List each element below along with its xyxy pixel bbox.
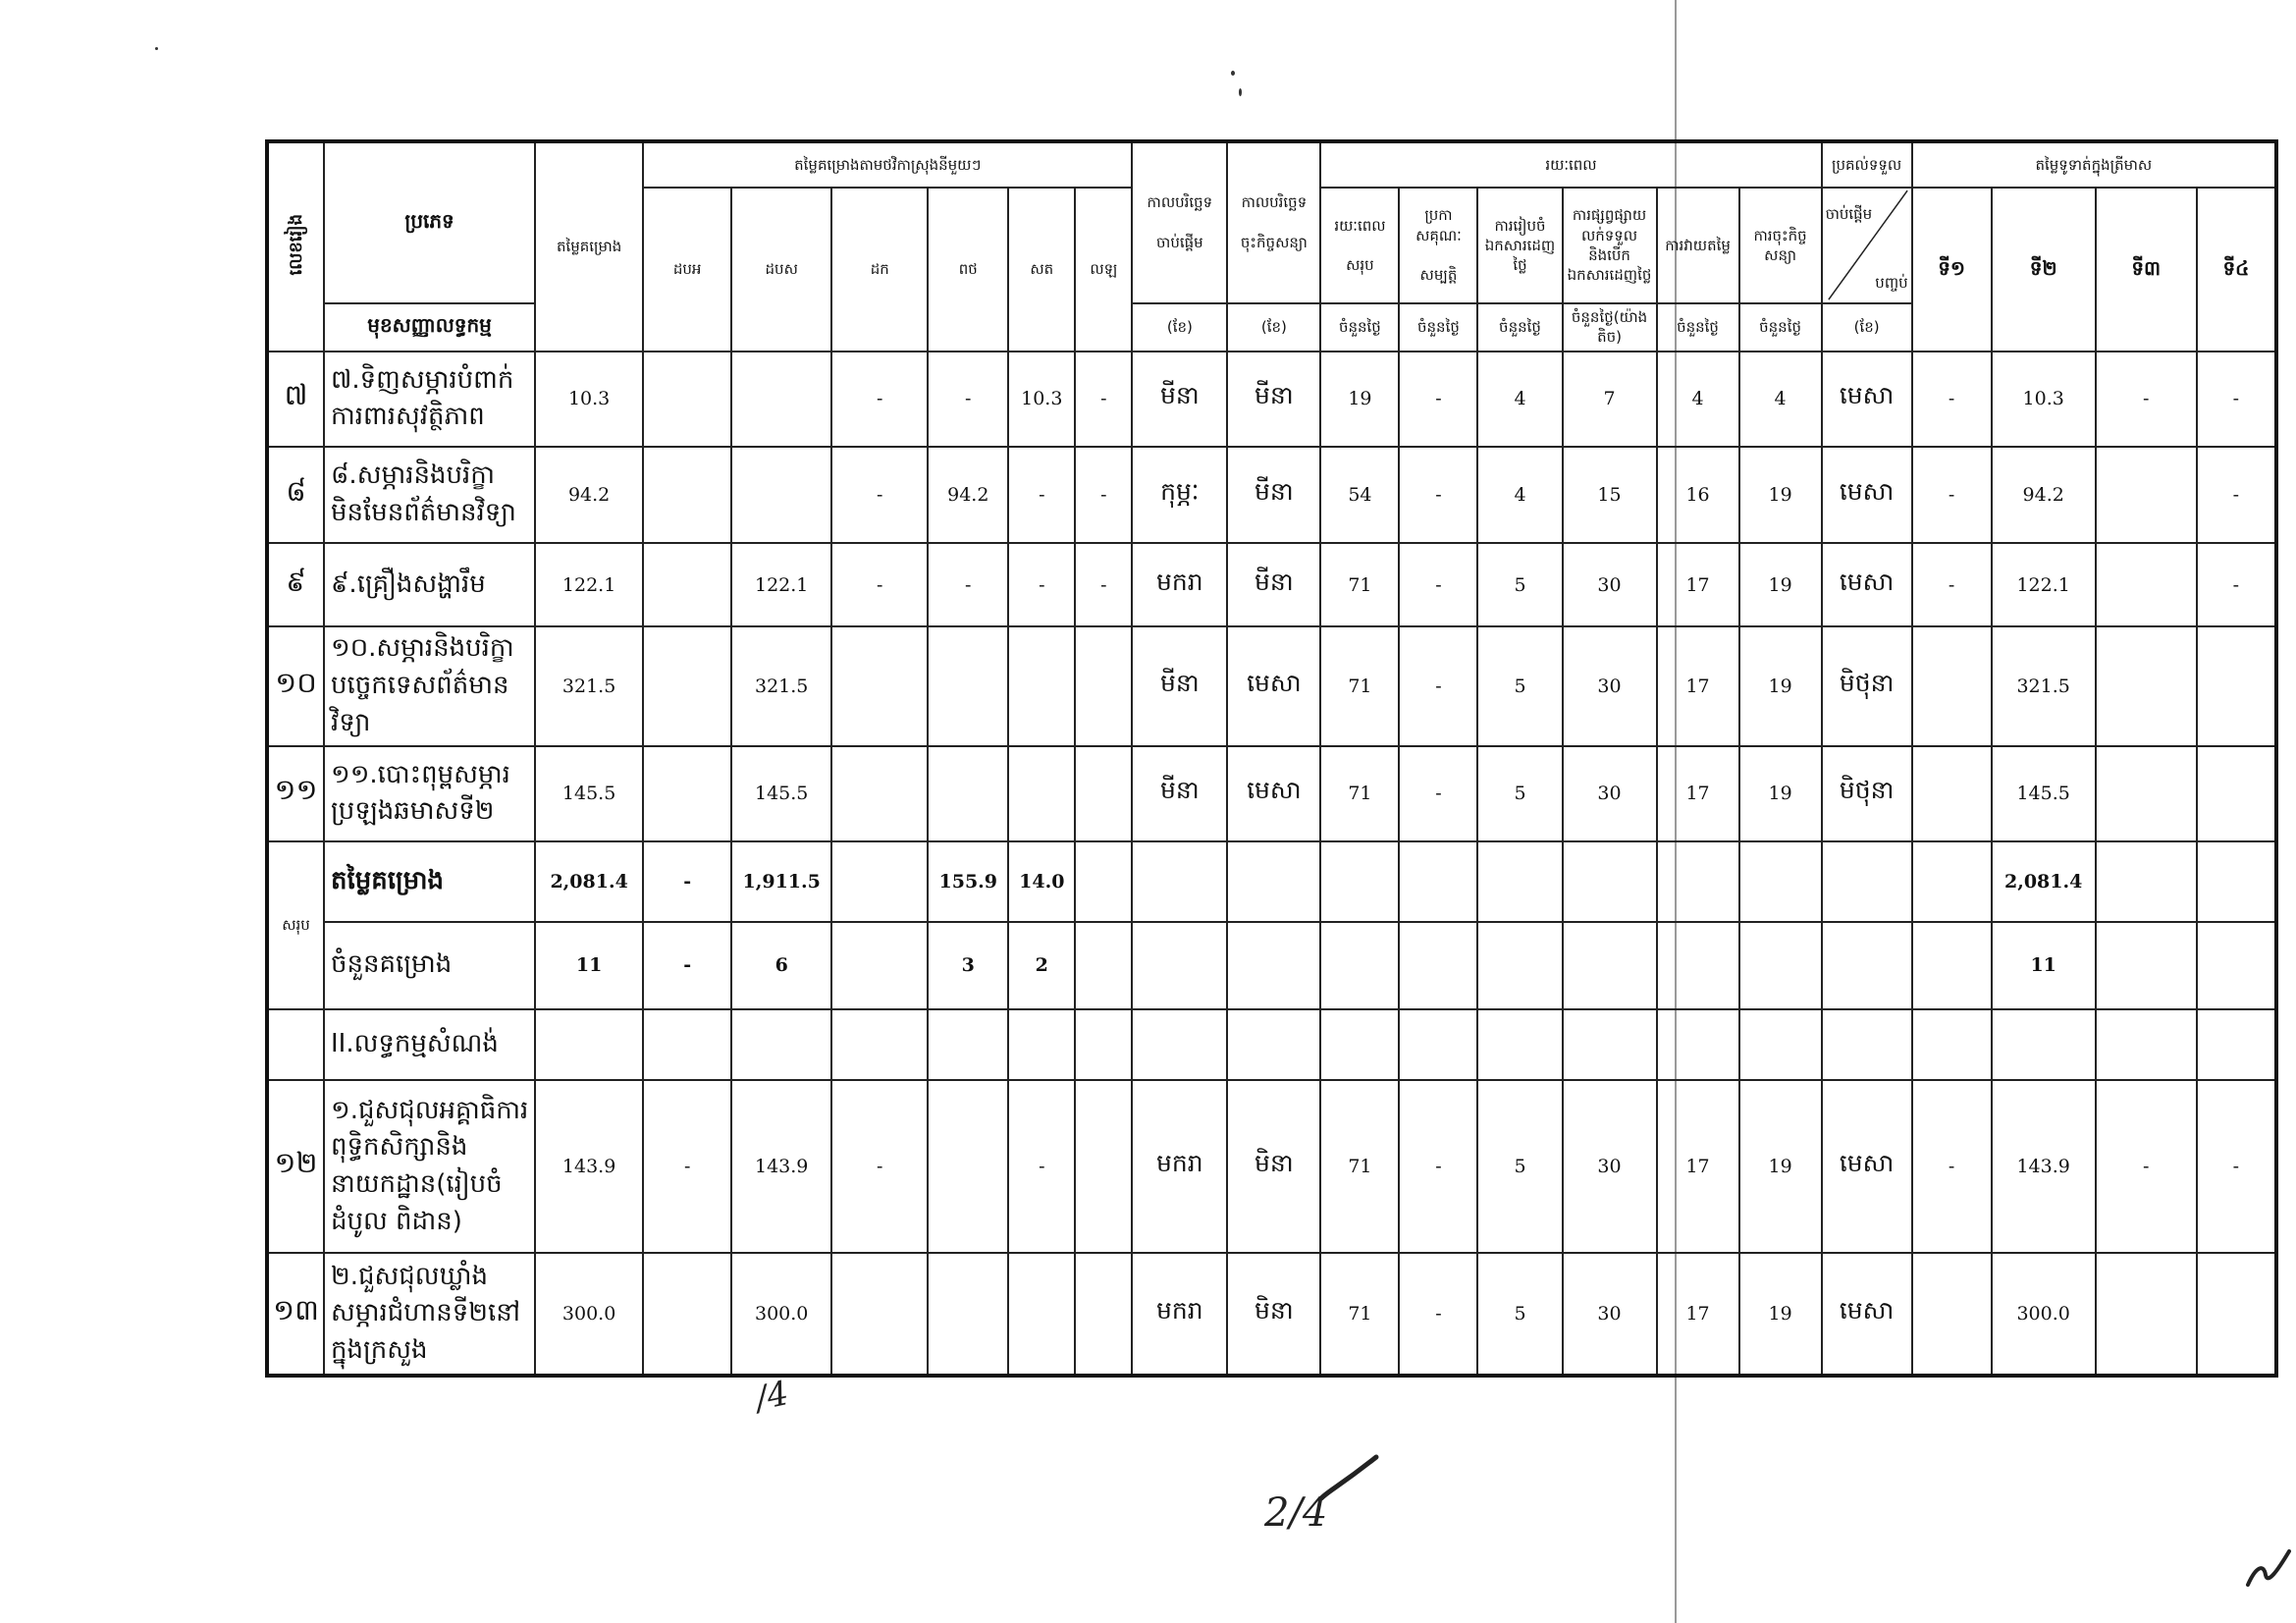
- advert-days: 30: [1563, 1080, 1657, 1254]
- contract-date-header: កាលបរិច្ឆេទ ចុះកិច្ចសន្យា: [1227, 141, 1320, 303]
- delivery-month: មិថុនា: [1822, 746, 1912, 841]
- source-value: [1075, 746, 1132, 841]
- prequal-days: -: [1399, 447, 1477, 544]
- source-value: 300.0: [731, 1253, 831, 1376]
- activity-code-header: មុខសញ្ញាលទ្ធកម្ម: [324, 303, 535, 352]
- item-cost: 143.9: [535, 1080, 643, 1254]
- item-name: ១.ជួសជុលអគ្គាធិការពុទ្ធិកសិក្សានិងនាយកដ្ឋាន(រៀបចំដំបូល ពិដាន): [324, 1080, 535, 1254]
- total-days: 71: [1320, 1080, 1399, 1254]
- eval-days: 17: [1657, 1080, 1739, 1254]
- bid-doc-month: កុម្ភៈ: [1132, 447, 1227, 544]
- summary-count-total: 11: [535, 922, 643, 1008]
- source-value: [1075, 1253, 1132, 1376]
- days-unit-eval: ចំនួនថ្ងៃ: [1657, 303, 1739, 352]
- source-header-dba: ដបអ: [643, 188, 731, 352]
- table-row: [267, 447, 2276, 544]
- prep-days: 5: [1477, 1253, 1562, 1376]
- bid-doc-month: មីនា: [1132, 352, 1227, 447]
- bid-doc-month: មករា: [1132, 1253, 1227, 1376]
- prequal-days: -: [1399, 746, 1477, 841]
- quarter-value: [2096, 543, 2197, 625]
- bid-doc-month: មីនា: [1132, 626, 1227, 746]
- source-value: [928, 626, 1008, 746]
- prequal-days: -: [1399, 626, 1477, 746]
- quarter-value: [2197, 746, 2276, 841]
- quarter-value: [2197, 626, 2276, 746]
- total-days: 71: [1320, 626, 1399, 746]
- estimated-cost-header: តម្លៃគម្រោង: [535, 141, 643, 352]
- source-value: -: [1008, 543, 1075, 625]
- item-cost: 94.2: [535, 447, 643, 544]
- source-value: -: [831, 352, 928, 447]
- sign-days: 19: [1739, 1253, 1822, 1376]
- contract-month: មិនា: [1227, 1253, 1320, 1376]
- source-value: [1008, 626, 1075, 746]
- contract-month: មិនា: [1227, 1080, 1320, 1254]
- summary-source-value: -: [643, 841, 731, 922]
- prep-days: 5: [1477, 626, 1562, 746]
- quarter-value: -: [2197, 447, 2276, 544]
- delivery-month: មេសា: [1822, 352, 1912, 447]
- source-value: 10.3: [1008, 352, 1075, 447]
- quarter-value: -: [1912, 447, 1992, 544]
- row-number: ៧: [267, 352, 324, 447]
- quarter-value: -: [1912, 1080, 1992, 1254]
- total-days: 71: [1320, 543, 1399, 625]
- source-value: -: [928, 352, 1008, 447]
- source-value: -: [1075, 543, 1132, 625]
- contract-month: មីនា: [1227, 352, 1320, 447]
- quarter-value: 94.2: [1992, 447, 2096, 544]
- delivery-month: មិថុនា: [1822, 626, 1912, 746]
- source-value: [643, 352, 731, 447]
- table-row: [267, 1253, 2276, 1376]
- quarter-header-3: ទី៣: [2096, 188, 2197, 352]
- contract-month: មីនា: [1227, 447, 1320, 544]
- source-value: -: [831, 447, 928, 544]
- summary-cost-total: 2,081.4: [535, 841, 643, 922]
- handwritten-corner-mark: [2244, 1545, 2293, 1595]
- duration-total-header: រយៈពេល សរុប: [1320, 188, 1399, 302]
- sign-days: 19: [1739, 626, 1822, 746]
- section-row: [267, 1009, 2276, 1080]
- summary-cost-row: [267, 841, 2276, 922]
- table-row: [267, 543, 2276, 625]
- source-header-st: សត: [1008, 188, 1075, 352]
- contract-month: មេសា: [1227, 746, 1320, 841]
- quarter-value: [2096, 447, 2197, 544]
- prep-days: 4: [1477, 352, 1562, 447]
- source-value: -: [831, 1080, 928, 1254]
- eval-days: 17: [1657, 1253, 1739, 1376]
- row-number: ១៣: [267, 1253, 324, 1376]
- advert-days: 7: [1563, 352, 1657, 447]
- summary-source-value: 1,911.5: [731, 841, 831, 922]
- bid-doc-month-unit: (ខែ): [1132, 303, 1227, 352]
- quarter-value: 145.5: [1992, 746, 2096, 841]
- eval-days: 17: [1657, 746, 1739, 841]
- prequal-days: -: [1399, 1253, 1477, 1376]
- item-name: ៧.ទិញសម្ភារបំពាក់ការពារសុវត្ថិភាព: [324, 352, 535, 447]
- item-name: ១១.បោះពុម្ពសម្ភារប្រឡងឆមាសទី២: [324, 746, 535, 841]
- source-value: -: [928, 543, 1008, 625]
- source-value: [643, 543, 731, 625]
- sign-days: 19: [1739, 447, 1822, 544]
- row-number: ៩: [267, 543, 324, 625]
- source-value: [643, 1253, 731, 1376]
- quarter-value: [2096, 1253, 2197, 1376]
- summary-count-value: -: [643, 922, 731, 1008]
- summary-cost-label: តម្លៃគម្រោង: [324, 841, 535, 922]
- scan-speck: [155, 47, 158, 50]
- source-value: [643, 626, 731, 746]
- summary-count-value: 3: [928, 922, 1008, 1008]
- summary-count-value: [1075, 922, 1132, 1008]
- source-value: -: [1075, 447, 1132, 544]
- quarter-value: -: [1912, 543, 1992, 625]
- quarter-header-4: ទី៤: [2197, 188, 2276, 352]
- source-value: [1008, 746, 1075, 841]
- source-value: -: [643, 1080, 731, 1254]
- item-name: ១០.សម្ភារនិងបរិក្ខាបច្ចេកទេសព័ត៌មានវិទ្យា: [324, 626, 535, 746]
- source-value: -: [1008, 1080, 1075, 1254]
- eval-days: 4: [1657, 352, 1739, 447]
- item-cost: 10.3: [535, 352, 643, 447]
- duration-sign-header: ការចុះកិច្ចសន្យា: [1739, 188, 1822, 302]
- row-number: ១១: [267, 746, 324, 841]
- quarter-value: -: [2197, 1080, 2276, 1254]
- scan-speck: [1231, 71, 1235, 76]
- prep-days: 5: [1477, 543, 1562, 625]
- quarter-value: -: [2096, 352, 2197, 447]
- quarter-value: 10.3: [1992, 352, 2096, 447]
- duration-prequal-header: ប្រកាសគុណៈ សម្បត្តិ: [1399, 188, 1477, 302]
- delivery-month: មេសា: [1822, 447, 1912, 544]
- summary-count-row: [267, 922, 2276, 1008]
- quarter-header-1: ទី១: [1912, 188, 1992, 352]
- summary-count-value: 2: [1008, 922, 1075, 1008]
- sign-days: 19: [1739, 1080, 1822, 1254]
- bid-doc-month: មីនា: [1132, 746, 1227, 841]
- bid-doc-month: មករា: [1132, 543, 1227, 625]
- summary-count-value: 6: [731, 922, 831, 1008]
- advert-days: 30: [1563, 543, 1657, 625]
- quarter-value: 321.5: [1992, 626, 2096, 746]
- quarter-value: -: [2197, 543, 2276, 625]
- prequal-days: -: [1399, 352, 1477, 447]
- quarter-header-2: ទី២: [1992, 188, 2096, 352]
- source-header-dk: ដក: [831, 188, 928, 352]
- quarter-value: 122.1: [1992, 543, 2096, 625]
- handwritten-tick-mark: [1315, 1451, 1384, 1510]
- source-header-dbs: ដបស: [731, 188, 831, 352]
- quarter-value: [2096, 626, 2197, 746]
- section-title: II.លទ្ធកម្មសំណង់: [324, 1009, 535, 1080]
- summary-count-label: ចំនួនគម្រោង: [324, 922, 535, 1008]
- contract-month: មេសា: [1227, 626, 1320, 746]
- source-value: 143.9: [731, 1080, 831, 1254]
- item-name: ២.ជួសជុលឃ្លាំងសម្ភារជំហានទី២នៅក្នុងក្រសួង: [324, 1253, 535, 1376]
- source-value: -: [1008, 447, 1075, 544]
- delivery-month-unit: (ខែ): [1822, 303, 1912, 352]
- days-unit-prep: ចំនួនថ្ងៃ: [1477, 303, 1562, 352]
- source-value: [928, 1253, 1008, 1376]
- advert-days: 30: [1563, 626, 1657, 746]
- type-header: ប្រភេទ: [324, 141, 535, 303]
- source-value: 122.1: [731, 543, 831, 625]
- item-cost: 300.0: [535, 1253, 643, 1376]
- quarter-group-header: តម្លៃទូទាត់ក្នុងត្រីមាស: [1912, 141, 2276, 188]
- source-value: [731, 352, 831, 447]
- source-value: 94.2: [928, 447, 1008, 544]
- contract-month-unit: (ខែ): [1227, 303, 1320, 352]
- source-value: [1008, 1253, 1075, 1376]
- days-unit-total: ចំនួនថ្ងៃ: [1320, 303, 1399, 352]
- table-row: [267, 352, 2276, 447]
- source-value: [831, 1253, 928, 1376]
- summary-source-value: [1075, 841, 1132, 922]
- days-unit-sign: ចំនួនថ្ងៃ: [1739, 303, 1822, 352]
- source-value: [928, 746, 1008, 841]
- prequal-days: -: [1399, 1080, 1477, 1254]
- bid-doc-date-header: កាលបរិច្ឆេទ ចាប់ផ្ដើម: [1132, 141, 1227, 303]
- duration-advert-header: ការផ្សព្វផ្សាយលក់ទទួលនិងបើកឯកសារដេញថ្លៃ: [1563, 188, 1657, 302]
- delivery-month: មេសា: [1822, 1080, 1912, 1254]
- source-value: 145.5: [731, 746, 831, 841]
- table-row: [267, 1080, 2276, 1254]
- summary-label: សរុប: [267, 841, 324, 1009]
- source-header-pt: ពថ: [928, 188, 1008, 352]
- procurement-plan-table: [265, 139, 2278, 1378]
- quarter-value: [2096, 746, 2197, 841]
- summary-count-value: [831, 922, 928, 1008]
- item-cost: 321.5: [535, 626, 643, 746]
- source-value: -: [831, 543, 928, 625]
- delivery-group-header: ប្រគល់ទទួល: [1822, 141, 1912, 188]
- summary-count-q2: 11: [1992, 922, 2096, 1008]
- eval-days: 17: [1657, 543, 1739, 625]
- days-unit-prequal: ចំនួនថ្ងៃ: [1399, 303, 1477, 352]
- source-value: [928, 1080, 1008, 1254]
- delivery-month: មេសា: [1822, 1253, 1912, 1376]
- quarter-value: 143.9: [1992, 1080, 2096, 1254]
- item-name: ៩.គ្រឿងសង្ហារឹម: [324, 543, 535, 625]
- prep-days: 5: [1477, 1080, 1562, 1254]
- quarter-value: [1912, 626, 1992, 746]
- contract-month: មីនា: [1227, 543, 1320, 625]
- table-row: [267, 626, 2276, 746]
- eval-days: 16: [1657, 447, 1739, 544]
- quarter-value: [1912, 1253, 1992, 1376]
- duration-prep-header: ការរៀបចំឯកសារដេញថ្លៃ: [1477, 188, 1562, 302]
- source-value: [831, 746, 928, 841]
- sign-days: 4: [1739, 352, 1822, 447]
- source-group-header: តម្លៃគម្រោងតាមថវិកាស្រុងនីមួយៗ: [643, 141, 1132, 188]
- summary-source-value: 155.9: [928, 841, 1008, 922]
- row-number: ៨: [267, 447, 324, 544]
- handwritten-page-mark: /4: [752, 1373, 792, 1420]
- item-cost: 122.1: [535, 543, 643, 625]
- eval-days: 17: [1657, 626, 1739, 746]
- item-name: ៨.សម្ភារនិងបរិក្ខាមិនមែនព័ត៌មានវិទ្យា: [324, 447, 535, 544]
- advert-days: 15: [1563, 447, 1657, 544]
- table-row: [267, 746, 2276, 841]
- scan-speck: [1239, 88, 1242, 96]
- quarter-value: -: [2096, 1080, 2197, 1254]
- advert-days: 30: [1563, 1253, 1657, 1376]
- quarter-value: [1912, 746, 1992, 841]
- source-value: 321.5: [731, 626, 831, 746]
- source-value: [731, 447, 831, 544]
- source-value: [831, 626, 928, 746]
- summary-source-value: [831, 841, 928, 922]
- source-value: -: [1075, 352, 1132, 447]
- source-value: [643, 746, 731, 841]
- item-cost: 145.5: [535, 746, 643, 841]
- row-number: ១០: [267, 626, 324, 746]
- duration-eval-header: ការវាយតម្លៃ: [1657, 188, 1739, 302]
- quarter-value: -: [2197, 352, 2276, 447]
- quarter-value: -: [1912, 352, 1992, 447]
- quarter-value: [2197, 1253, 2276, 1376]
- total-days: 54: [1320, 447, 1399, 544]
- total-days: 19: [1320, 352, 1399, 447]
- source-value: [1075, 626, 1132, 746]
- order-no-header: លេខរៀង: [267, 141, 324, 352]
- page-number: 2/4: [1264, 1490, 1328, 1536]
- sign-days: 19: [1739, 746, 1822, 841]
- summary-source-value: 14.0: [1008, 841, 1075, 922]
- total-days: 71: [1320, 1253, 1399, 1376]
- total-days: 71: [1320, 746, 1399, 841]
- duration-group-header: រយៈពេល: [1320, 141, 1821, 188]
- advert-days: 30: [1563, 746, 1657, 841]
- prep-days: 5: [1477, 746, 1562, 841]
- row-number: ១២: [267, 1080, 324, 1254]
- delivery-start-end-header: ចាប់ផ្ដើម បញ្ចប់: [1822, 188, 1912, 302]
- prep-days: 4: [1477, 447, 1562, 544]
- summary-cost-q2: 2,081.4: [1992, 841, 2096, 922]
- bid-doc-month: មករា: [1132, 1080, 1227, 1254]
- source-value: [643, 447, 731, 544]
- source-header-ly: លឡ: [1075, 188, 1132, 352]
- days-unit-advert: ចំនួនថ្ងៃ(យ៉ាងតិច): [1563, 303, 1657, 352]
- prequal-days: -: [1399, 543, 1477, 625]
- delivery-month: មេសា: [1822, 543, 1912, 625]
- sign-days: 19: [1739, 543, 1822, 625]
- quarter-value: 300.0: [1992, 1253, 2096, 1376]
- source-value: [1075, 1080, 1132, 1254]
